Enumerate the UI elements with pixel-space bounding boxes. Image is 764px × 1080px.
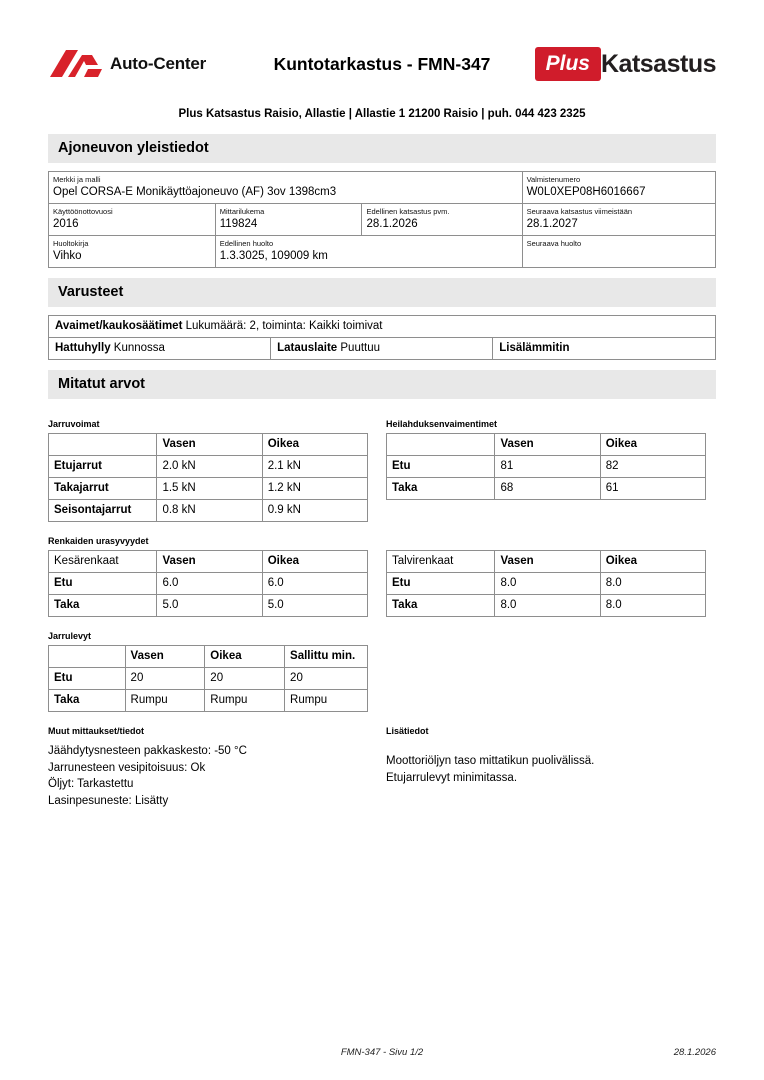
header-winter-tyres: Talvirenkaat (387, 551, 495, 573)
footer-page-label: FMN-347 - Sivu 1/2 (340, 1047, 424, 1058)
other-measurements-line: Öljyt: Tarkastettu (48, 778, 134, 790)
cell-odometer (215, 204, 362, 236)
header-right: Oikea (600, 551, 705, 573)
table-header-row (387, 551, 706, 573)
table-row (49, 456, 368, 478)
measured-row-tyres (48, 550, 716, 617)
row-label: Etu (49, 573, 157, 595)
cell-value: 2.0 kN (157, 456, 262, 478)
tyres-title: Renkaiden urasyvyydet (48, 536, 149, 546)
cell-value: 5.0 (157, 595, 262, 617)
header-right: Oikea (205, 646, 285, 668)
extra-info-title: Lisätiedot (386, 726, 429, 736)
cell-value: 8.0 (600, 595, 705, 617)
section-measured-values: Mitatut arvot (48, 370, 716, 399)
cell-make-model (49, 172, 523, 204)
document-header (48, 36, 716, 92)
cell-charger (271, 338, 493, 360)
brake-discs-title: Jarrulevyt (48, 631, 92, 641)
row-label: Takajarrut (49, 478, 157, 500)
general-info-table (48, 171, 716, 268)
row-label: Etu (387, 573, 495, 595)
auto-center-label: Auto-Center (110, 54, 207, 73)
cell-year (49, 204, 216, 236)
station-contact-line: Plus Katsastus Raisio, Allastie | Allastie 1 21200 Raisio | puh. 044 423 2325 (178, 108, 586, 120)
header-left: Vasen (495, 434, 600, 456)
label-keys: Avaimet/kaukosäätimet (55, 320, 183, 332)
table-header-row (49, 551, 368, 573)
cell-value: 20 (285, 668, 368, 690)
table-row (49, 500, 368, 522)
table-row (49, 204, 716, 236)
section-general-info: Ajoneuvon yleistiedot (48, 134, 716, 163)
table-header-row (49, 434, 368, 456)
value-make-model: Opel CORSA-E Monikäyttöajoneuvo (AF) 3ov 1398cm3 (53, 186, 337, 198)
cell-value: Rumpu (205, 690, 285, 712)
auto-center-wordmark (110, 54, 206, 74)
label-next-service: Seuraava huolto (526, 239, 582, 248)
other-measurements-title: Muut mittaukset/tiedot (48, 726, 144, 736)
label-charger: Latauslaite (277, 342, 338, 354)
value-next-service (527, 249, 711, 263)
table-header-row (387, 434, 706, 456)
brake-discs-block (48, 631, 716, 712)
label-make-model: Merkki ja malli (53, 175, 101, 184)
cell-value: 20 (205, 668, 285, 690)
document-footer (48, 1047, 716, 1058)
other-measurements-line: Lasinpesuneste: Lisätty (48, 794, 169, 807)
winter-tyres-table (386, 550, 706, 617)
value-prev-service: 1.3.3025, 109009 km (219, 250, 328, 262)
auto-center-logo (48, 47, 263, 81)
plus-katsastus-logo (501, 47, 716, 81)
extra-info-block (386, 726, 706, 809)
cell-value: 8.0 (495, 573, 600, 595)
row-label: Taka (387, 478, 495, 500)
table-row (49, 690, 368, 712)
cell-value: 0.8 kN (157, 500, 262, 522)
header-left: Vasen (125, 646, 205, 668)
header-blank (387, 434, 495, 456)
cell-value: 6.0 (157, 573, 262, 595)
table-row (387, 595, 706, 617)
value-vin: W0L0XEP08H6016667 (526, 186, 646, 198)
label-heater: Lisälämmitin (499, 342, 570, 354)
value-service-book: Vihko (53, 250, 82, 262)
dampers-block (386, 419, 706, 522)
cell-value: 82 (600, 456, 705, 478)
label-prev-inspection: Edellinen katsastus pvm. (366, 207, 450, 216)
cell-hatrack (49, 338, 271, 360)
table-row (49, 338, 716, 360)
label-service-book: Huoltokirja (53, 239, 89, 248)
value-keys: Lukumäärä: 2, toiminta: Kaikki toimivat (185, 320, 383, 332)
brake-forces-title: Jarruvoimat (48, 419, 100, 429)
row-label: Etu (49, 668, 126, 690)
cell-heater (493, 338, 716, 360)
header-blank (49, 646, 126, 668)
header-blank (49, 434, 157, 456)
header-right: Oikea (262, 551, 367, 573)
measured-row-notes (48, 726, 716, 809)
other-measurements-line: Jarrunesteen vesipitoisuus: Ok (48, 761, 206, 774)
cell-next-inspection (522, 204, 715, 236)
row-label: Etu (387, 456, 495, 478)
cell-next-service (522, 236, 715, 268)
brake-forces-table (48, 433, 368, 522)
label-odometer: Mittarilukema (219, 207, 265, 216)
ac-logo-icon (48, 47, 104, 81)
equipment-table (48, 315, 716, 360)
extra-info-line: Etujarrulevyt minimitassa. (386, 771, 518, 784)
cell-value: Rumpu (285, 690, 368, 712)
other-measurements-block (48, 726, 368, 809)
cell-value: Rumpu (125, 690, 205, 712)
cell-keys (49, 316, 716, 338)
cell-prev-service (215, 236, 522, 268)
cell-value: 1.2 kN (262, 478, 367, 500)
value-charger: Puuttuu (340, 342, 381, 354)
winter-tyres-block (386, 550, 706, 617)
brake-forces-block (48, 419, 368, 522)
header-min-allowed: Sallittu min. (285, 646, 368, 668)
cell-value: 0.9 kN (262, 500, 367, 522)
label-year: Käyttöönottovuosi (53, 207, 113, 216)
cell-value: 6.0 (262, 573, 367, 595)
cell-value: 5.0 (262, 595, 367, 617)
cell-value: 20 (125, 668, 205, 690)
table-row (49, 595, 368, 617)
cell-value: 61 (600, 478, 705, 500)
table-row (49, 236, 716, 268)
cell-value: 8.0 (495, 595, 600, 617)
value-hatrack: Kunnossa (113, 342, 165, 354)
row-label: Etujarrut (49, 456, 157, 478)
dampers-title: Heilahduksenvaimentimet (386, 419, 498, 429)
cell-vin (522, 172, 715, 204)
label-prev-service: Edellinen huolto (219, 239, 274, 248)
header-summer-tyres: Kesärenkaat (49, 551, 157, 573)
header-left: Vasen (157, 434, 262, 456)
cell-value: 2.1 kN (262, 456, 367, 478)
header-left: Vasen (495, 551, 600, 573)
table-row (387, 573, 706, 595)
measured-row-brakes-dampers (48, 419, 716, 522)
katsastus-wordmark: Katsastus (601, 49, 716, 78)
cell-value: 8.0 (600, 573, 705, 595)
footer-date: 28.1.2026 (673, 1047, 716, 1058)
summer-tyres-table (48, 550, 368, 617)
summer-tyres-block (48, 550, 368, 617)
row-label: Taka (49, 690, 126, 712)
row-label: Seisontajarrut (49, 500, 157, 522)
header-right: Oikea (262, 434, 367, 456)
section-equipment: Varusteet (48, 278, 716, 307)
cell-value: 68 (495, 478, 600, 500)
table-row (387, 456, 706, 478)
dampers-table (386, 433, 706, 500)
table-row (49, 316, 716, 338)
plus-badge: Plus (535, 47, 601, 81)
brake-discs-table (48, 645, 368, 712)
value-prev-inspection: 28.1.2026 (366, 218, 418, 230)
label-vin: Valmistenumero (526, 175, 581, 184)
page-title: Kuntotarkastus - FMN-347 (273, 53, 491, 74)
label-hatrack: Hattuhylly (55, 342, 111, 354)
extra-info-line: Moottoriöljyn taso mittatikun puolivälissä. (386, 755, 595, 767)
header-left: Vasen (157, 551, 262, 573)
cell-service-book (49, 236, 216, 268)
header-right: Oikea (600, 434, 705, 456)
value-year: 2016 (53, 218, 79, 230)
row-label: Taka (49, 595, 157, 617)
table-row (49, 172, 716, 204)
other-measurements-line: Jäähdytysnesteen pakkaskesto: -50 °C (48, 745, 247, 757)
cell-value: 1.5 kN (157, 478, 262, 500)
table-row (387, 478, 706, 500)
label-next-inspection: Seuraava katsastus viimeistään (526, 207, 633, 216)
table-row (49, 573, 368, 595)
table-header-row (49, 646, 368, 668)
table-row (49, 478, 368, 500)
table-row (49, 668, 368, 690)
row-label: Taka (387, 595, 495, 617)
value-next-inspection: 28.1.2027 (526, 218, 578, 230)
cell-value: 81 (495, 456, 600, 478)
cell-prev-inspection (362, 204, 522, 236)
value-odometer: 119824 (219, 218, 258, 230)
